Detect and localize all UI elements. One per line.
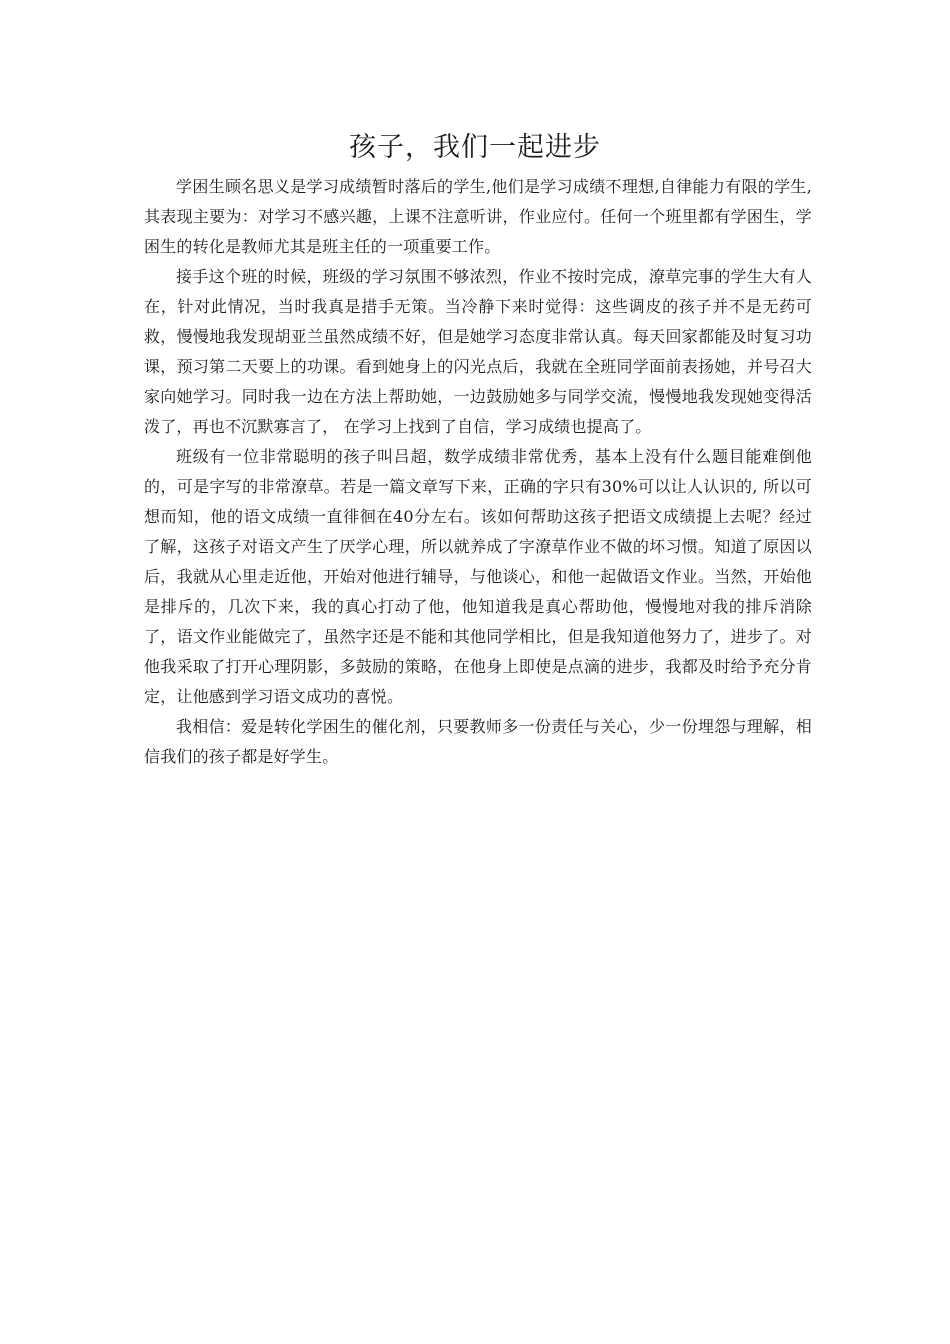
paragraph: 我相信：爱是转化学困生的催化剂，只要教师多一份责任与关心，少一份埋怨与理解，相信我们的孩子都是好学生。 bbox=[144, 717, 812, 766]
paragraph: 班级有一位非常聪明的孩子叫吕超，数学成绩非常优秀，基本上没有什么题目能难倒他的，可是字写的非常潦草。若是一篇文章写下来，正确的字只有30%可以让人认识的, 所以可想而知，他的语文成绩一直徘徊在40分左右。该如何帮助这孩子把语文成绩提上去呢？经过了解，这孩子对语文产生了厌学心理，所以就养成了字潦草作业不做的坏习惯。知道了原因以后，我就从心里走近他，开始对他进行辅导，与他谈心，和他一起做语文作业。当然，开始他是排斥的，几次下来，我的真心打动了他，他知道我是真心帮助他，慢慢地对我的排斥消除了，语文作业能做完了，虽然字还是不能和其他同学相比，但是我知道他努力了，进步了。对他我采取了打开心理阴影，多鼓励的策略，在他身上即使是点滴的进步，我都及时给予充分肯定，让他感到学习语文成功的喜悦。 bbox=[144, 447, 812, 706]
document-title: 孩子，我们一起进步 bbox=[349, 132, 601, 163]
paragraph: 学困生顾名思义是学习成绩暂时落后的学生,他们是学习成绩不理想,自律能力有限的学生,其表现主要为：对学习不感兴趣，上课不注意听讲，作业应付。任何一个班里都有学困生，学困生的转化是教师尤其是班主任的一项重要工作。 bbox=[144, 177, 812, 256]
paragraph: 接手这个班的时候，班级的学习氛围不够浓烈，作业不按时完成，潦草完事的学生大有人在，针对此情况，当时我真是措手无策。当冷静下来时觉得：这些调皮的孩子并不是无药可救，慢慢地我发现胡亚兰虽然成绩不好，但是她学习态度非常认真。每天回家都能及时复习功课，预习第二天要上的功课。看到她身上的闪光点后，我就在全班同学面前表扬她，并号召大家向她学习。同时我一边在方法上帮助她，一边鼓励她多与同学交流，慢慢地我发现她变得活泼了，再也不沉默寡言了， 在学习上找到了自信，学习成绩也提高了。 bbox=[144, 267, 812, 436]
document-body bbox=[144, 172, 812, 772]
